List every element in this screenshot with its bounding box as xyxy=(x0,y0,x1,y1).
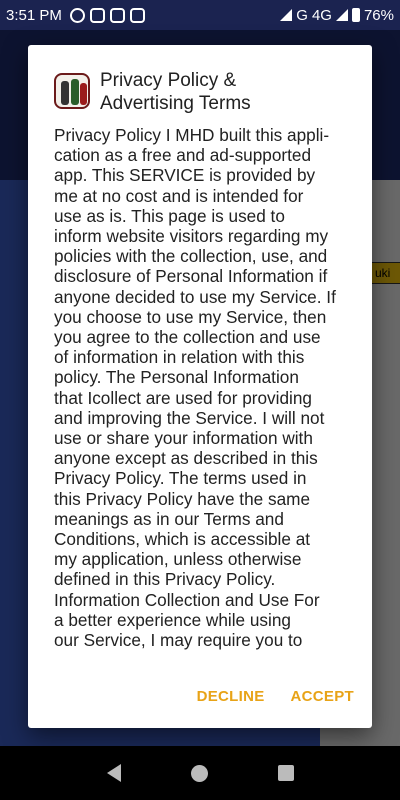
app-logo-icon xyxy=(54,73,90,109)
back-triangle-icon[interactable] xyxy=(107,764,121,782)
signal-icon-2 xyxy=(336,9,348,21)
status-right xyxy=(280,7,394,24)
status-bar xyxy=(0,0,400,30)
dialog-title: Privacy Policy & Advertising Terms xyxy=(100,70,251,114)
signal-icon xyxy=(280,9,292,21)
accept-button[interactable]: ACCEPT xyxy=(290,687,354,705)
decline-button[interactable]: DECLINE xyxy=(196,687,265,705)
battery-icon xyxy=(352,8,360,22)
network-type: G xyxy=(296,6,308,24)
instagram-icon xyxy=(90,8,105,23)
notification-icons xyxy=(70,8,145,23)
battery-level: 76% xyxy=(363,6,394,24)
whatsapp-icon xyxy=(70,8,85,23)
dialog-body-text[interactable]: Privacy Policy I MHD built this appli- cation as a free and ad-supported app. This SERVICE is provided by me at no cost and is intended for use as is. This page is used to inform website visitors regarding my policies with the collection, use, and disclosure of Personal Information if anyone decided to use my Service. If you choose to use my Service, then you agree to the collection and use of information in relation with this policy. The Personal Information that Icollect are used for providing and improving the Service. I will not use or share your information with anyone except as described in this Privacy Policy. The terms used in this Privacy Policy have the same meanings as in our Terms and Conditions, which is accessible at my application, unless otherwise defined in this Privacy Policy. Information Collection and Use For a better experience while using our Service, I may require you to xyxy=(54,125,336,651)
navigation-bar xyxy=(0,746,400,800)
home-circle-icon[interactable] xyxy=(191,765,208,782)
instagram-icon xyxy=(130,8,145,23)
instagram-icon xyxy=(110,8,125,23)
status-time: 3:51 PM xyxy=(6,6,62,24)
privacy-dialog xyxy=(28,45,372,728)
dialog-header xyxy=(54,69,354,115)
dialog-actions xyxy=(28,676,372,716)
recent-square-icon[interactable] xyxy=(278,765,294,781)
network-type-2: 4G xyxy=(311,6,332,24)
